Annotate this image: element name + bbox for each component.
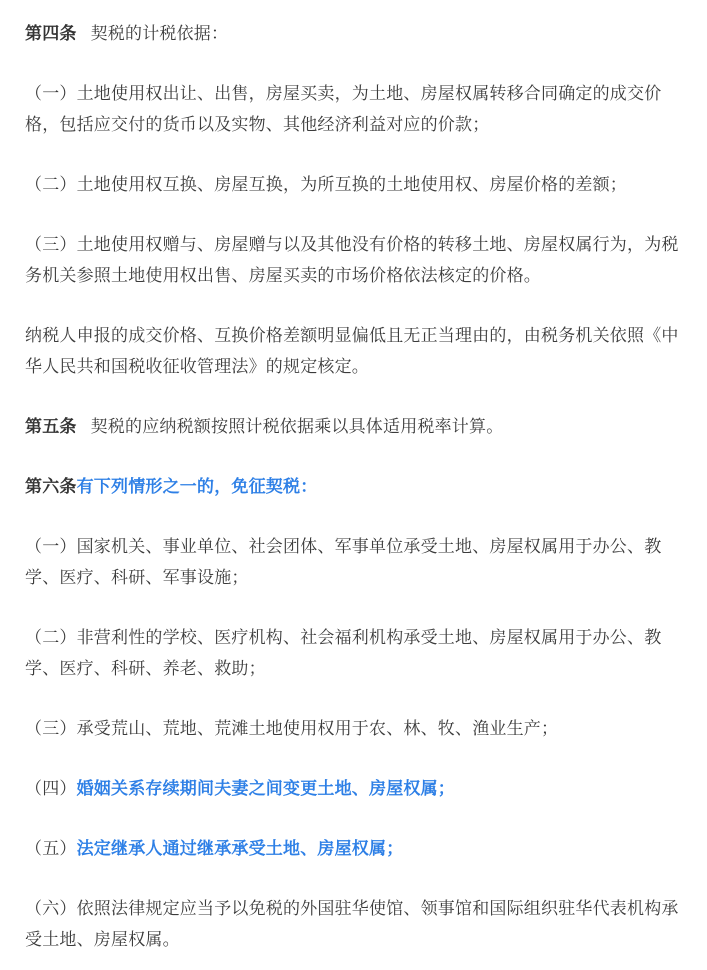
article-6-number: 第六条 xyxy=(25,477,77,497)
article-6-item-1-prefix: （一） xyxy=(25,537,77,557)
article-5-text: 契税的应纳税额按照计税依据乘以具体适用税率计算。 xyxy=(90,417,504,437)
article-4-item-2: （二）土地使用权互换、房屋互换，为所互换的土地使用权、房屋价格的差额； xyxy=(25,175,627,195)
article-6-item-3-prefix: （三） xyxy=(25,719,77,739)
article-6-item-2-prefix: （二） xyxy=(25,628,77,648)
article-6-item-4-prefix: （四） xyxy=(25,779,77,799)
article-4-number: 第四条 xyxy=(25,24,77,44)
article-6-title: 有下列情形之一的，免征契税： xyxy=(76,477,318,497)
article-6-item-3 xyxy=(25,714,685,745)
article-6-item-3-text: 承受荒山、荒地、荒滩土地使用权用于农、林、牧、渔业生产； xyxy=(76,719,559,739)
article-6-item-2 xyxy=(25,623,685,685)
article-6-item-6-text: 依照法律规定应当予以免税的外国驻华使馆、领事馆和国际组织驻华代表机构承受土地、房屋权属。 xyxy=(25,899,679,950)
article-6-item-4-text: 婚姻关系存续期间夫妻之间变更土地、房屋权属； xyxy=(76,779,456,799)
article-6-item-6-prefix: （六） xyxy=(25,899,77,919)
article-6-item-5-prefix: （五） xyxy=(25,839,77,859)
article-6-item-5 xyxy=(25,834,685,865)
article-5-heading xyxy=(25,412,685,443)
article-6-item-5-text: 法定继承人通过继承承受土地、房屋权属； xyxy=(76,839,404,859)
article-4-heading xyxy=(25,19,685,50)
article-6-item-2-text: 非营利性的学校、医疗机构、社会福利机构承受土地、房屋权属用于办公、教学、医疗、科研、养老、救助； xyxy=(25,628,662,679)
article-5-number: 第五条 xyxy=(25,417,77,437)
article-4-item-3: （三）土地使用权赠与、房屋赠与以及其他没有价格的转移土地、房屋权属行为，为税务机关参照土地使用权出售、房屋买卖的市场价格依法核定的价格。 xyxy=(25,235,679,286)
article-6-item-1-text: 国家机关、事业单位、社会团体、军事单位承受土地、房屋权属用于办公、教学、医疗、科研、军事设施； xyxy=(25,537,662,588)
article-4-item-1: （一）土地使用权出让、出售，房屋买卖，为土地、房屋权属转移合同确定的成交价格，包括应交付的货币以及实物、其他经济利益对应的价款； xyxy=(25,84,662,135)
article-6-item-4 xyxy=(25,774,685,805)
article-6-item-1 xyxy=(25,532,685,594)
article-6-item-6 xyxy=(25,894,685,956)
article-4-title: 契税的计税依据： xyxy=(90,24,229,44)
article-4-note: 纳税人申报的成交价格、互换价格差额明显偏低且无正当理由的，由税务机关依照《中华人民共和国税收征收管理法》的规定核定。 xyxy=(25,326,679,377)
article-6-heading xyxy=(25,472,685,503)
